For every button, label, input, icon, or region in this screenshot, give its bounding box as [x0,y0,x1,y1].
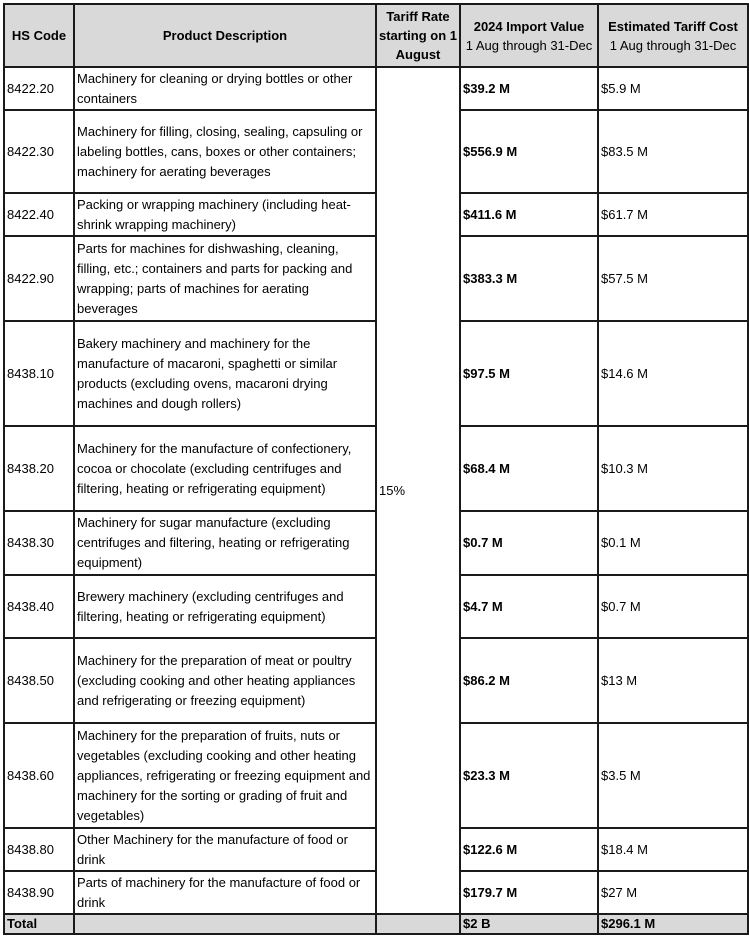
import-value-cell: $23.3 M [460,723,598,828]
tariff-cost-cell: $83.5 M [598,110,748,193]
description-cell: Packing or wrapping machinery (including heat-shrink wrapping machinery) [74,193,376,236]
header-tariff-cost-sub: 1 Aug through 31-Dec [609,37,737,53]
table-row [4,67,748,110]
tariff-cost-cell: $13 M [598,638,748,723]
header-row [4,4,748,67]
description-cell: Machinery for the preparation of fruits, nuts or vegetables (excluding cooking and other heating appliances, refrigerating or freezing equipment and machinery for the sorting or grading of fruit and vegetables) [74,723,376,828]
hs-code-cell: 8438.20 [4,426,74,511]
description-cell: Brewery machinery (excluding centrifuges and filtering, heating or refrigerating equipment) [74,575,376,638]
tariff-cost-cell: $0.7 M [598,575,748,638]
total-rate-empty [376,914,460,934]
description-cell: Parts for machines for dishwashing, cleaning, filling, etc.; containers and parts for packing and wrapping; parts of machines for aerating beverages [74,236,376,321]
tariff-cost-cell: $27 M [598,871,748,914]
import-value-cell: $97.5 M [460,321,598,426]
import-value-cell: $39.2 M [460,67,598,110]
header-import-value-title: 2024 Import Value [473,18,585,34]
hs-code-cell: 8422.40 [4,193,74,236]
header-tariff-rate: Tariff Rate starting on 1 August [376,4,460,67]
tariff-cost-cell: $18.4 M [598,828,748,871]
header-hs-code: HS Code [4,4,74,67]
import-value-cell: $383.3 M [460,236,598,321]
description-cell: Machinery for the manufacture of confectionery, cocoa or chocolate (excluding centrifuges and filtering, heating or refrigerating equipment) [74,426,376,511]
total-import-value: $2 B [460,914,598,934]
import-value-cell: $4.7 M [460,575,598,638]
description-cell: Machinery for sugar manufacture (excluding centrifuges and filtering, heating or refrigerating equipment) [74,511,376,575]
hs-code-cell: 8438.60 [4,723,74,828]
hs-code-cell: 8422.30 [4,110,74,193]
hs-code-cell: 8422.90 [4,236,74,321]
import-value-cell: $0.7 M [460,511,598,575]
total-description-empty [74,914,376,934]
hs-code-cell: 8438.30 [4,511,74,575]
tariff-cost-cell: $61.7 M [598,193,748,236]
import-value-cell: $122.6 M [460,828,598,871]
tariff-cost-cell: $0.1 M [598,511,748,575]
import-value-cell: $86.2 M [460,638,598,723]
hs-code-cell: 8438.80 [4,828,74,871]
total-tariff-cost: $296.1 M [598,914,748,934]
hs-code-cell: 8438.90 [4,871,74,914]
description-cell: Bakery machinery and machinery for the manufacture of macaroni, spaghetti or similar products (excluding ovens, macaroni drying machines and dough rollers) [74,321,376,426]
hs-code-cell: 8438.50 [4,638,74,723]
tariff-cost-cell: $14.6 M [598,321,748,426]
description-cell: Machinery for filling, closing, sealing, capsuling or labeling bottles, cans, boxes or other containers; machinery for aerating beverages [74,110,376,193]
hs-code-cell: 8438.40 [4,575,74,638]
hs-code-cell: 8422.20 [4,67,74,110]
tariff-cost-cell: $10.3 M [598,426,748,511]
import-value-cell: $179.7 M [460,871,598,914]
total-label: Total [4,914,74,934]
description-cell: Parts of machinery for the manufacture of food or drink [74,871,376,914]
tariff-table [3,3,749,935]
import-value-cell: $68.4 M [460,426,598,511]
header-description: Product Description [74,4,376,67]
header-tariff-cost-title: Estimated Tariff Cost [608,18,738,34]
description-cell: Other Machinery for the manufacture of food or drink [74,828,376,871]
header-import-value [460,4,598,67]
description-cell: Machinery for cleaning or drying bottles or other containers [74,67,376,110]
tariff-cost-cell: $57.5 M [598,236,748,321]
tariff-rate-cell: 15% [376,67,460,914]
description-cell: Machinery for the preparation of meat or poultry (excluding cooking and other heating appliances and refrigerating or freezing equipment) [74,638,376,723]
header-tariff-cost [598,4,748,67]
header-import-value-sub: 1 Aug through 31-Dec [465,37,593,53]
tariff-cost-cell: $3.5 M [598,723,748,828]
import-value-cell: $556.9 M [460,110,598,193]
total-row [4,914,748,934]
tariff-cost-cell: $5.9 M [598,67,748,110]
import-value-cell: $411.6 M [460,193,598,236]
hs-code-cell: 8438.10 [4,321,74,426]
